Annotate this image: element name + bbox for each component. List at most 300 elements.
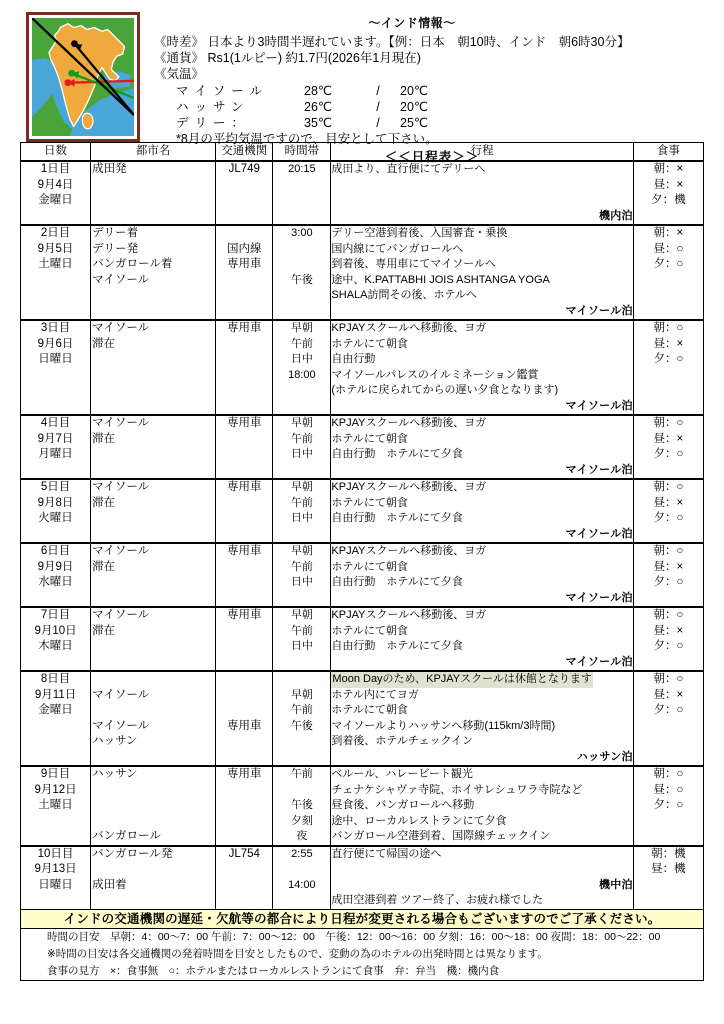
meal-line [634, 734, 703, 750]
itinerary-line: ホテルにて朝食 [331, 560, 408, 573]
city-line: ハッサン [92, 768, 138, 780]
time-variation-note: ※時間の目安は各交通機関の発着時間を目安としたもので、変動の為のホテルの出発時間とは異なります。 [47, 947, 548, 960]
time-line: 2:55 [291, 847, 313, 860]
day-line: 1日目 [40, 163, 71, 175]
day-line: 9月13日 [34, 863, 77, 875]
day-line [21, 273, 90, 289]
cell-meals [633, 415, 703, 479]
itinerary-line: 到着後、ホテルチェックイン [331, 735, 473, 747]
meal-line: 昼：× [653, 432, 684, 445]
itinerary-line: 到着後、専用車にてマイソールへ [331, 258, 496, 270]
temp-sep-delhi: / [376, 116, 380, 130]
temperature-table [176, 83, 428, 131]
city-line [91, 383, 215, 399]
day-line: 金曜日 [38, 704, 73, 716]
city-line: マイソール [92, 609, 150, 621]
itinerary-line: KPJAYスクールへ移動後、ヨガ [331, 322, 487, 334]
temperature-row [176, 83, 428, 99]
transport-line [216, 447, 272, 463]
day-line [21, 368, 90, 384]
meal-line: 夕：機 [651, 194, 686, 206]
itinerary-line: KPJAYスクールへ移動後、ヨガ [331, 417, 487, 429]
time-line: 午前 [290, 496, 313, 509]
transport-line: 専用車 [227, 768, 262, 780]
city-line: マイソール [92, 322, 150, 334]
day-line: 火曜日 [38, 512, 73, 524]
meal-line [634, 383, 703, 399]
itinerary-line: ホテルにて朝食 [331, 337, 408, 350]
transport-line [216, 273, 272, 289]
transport-line [216, 496, 272, 512]
transport-line: 専用車 [227, 719, 262, 732]
day-line [21, 734, 90, 750]
transport-line [216, 178, 272, 194]
cell-time [273, 766, 331, 846]
day-line: 10日目 [37, 847, 74, 860]
time-line: 日中 [290, 640, 313, 652]
itinerary-line: KPJAYスクールへ移動後、ヨガ [331, 481, 487, 493]
stay-label: マイソール泊 [565, 399, 633, 412]
itinerary-line: SHALA訪問その後、ホテルへ [331, 289, 477, 301]
day-line: 9日目 [40, 768, 71, 780]
timezone-label: 《時差》 [154, 35, 205, 49]
transport-line [216, 829, 272, 845]
temperature-label: 《気温》 [154, 67, 205, 81]
schedule-change-warning: インドの交通機関の遅延・欠航等の都合により日程が変更される場合もございますのでご了承ください。 [21, 910, 703, 929]
city-line [91, 783, 215, 799]
temperature-row [176, 99, 428, 115]
meal-line: 朝：○ [653, 481, 684, 493]
itinerary-line: デリー空港到着後、入国審査・乗換 [331, 227, 508, 239]
time-line: 日中 [290, 448, 313, 460]
transport-line [216, 193, 272, 209]
col-header-transport: 交通機関 [216, 143, 273, 162]
day-line: 8日目 [40, 673, 71, 685]
transport-line [216, 511, 272, 527]
meal-line: 夕：○ [653, 258, 684, 270]
itinerary-line [331, 178, 632, 194]
time-line: 午後 [290, 799, 313, 811]
transport-line: 専用車 [227, 417, 262, 429]
cell-time [273, 320, 331, 415]
meal-line [634, 273, 703, 289]
day-line: 9月5日 [37, 242, 74, 255]
time-line: 午前 [290, 624, 313, 637]
schedule-table [20, 142, 704, 910]
city-line [91, 639, 215, 655]
cell-transport [216, 766, 273, 846]
day-line: 9月12日 [34, 783, 77, 796]
cell-city [91, 320, 216, 415]
cell-days [21, 320, 91, 415]
time-line [273, 242, 330, 258]
transport-line: 専用車 [227, 322, 262, 334]
meal-line [634, 368, 703, 384]
city-line: 成田発 [92, 163, 127, 175]
day-line: 7日目 [40, 609, 71, 621]
city-line: マイソール [92, 273, 150, 286]
col-header-meals: 食事 [633, 143, 703, 162]
cell-itinerary [331, 415, 633, 479]
stay-label: マイソール泊 [565, 463, 633, 476]
meal-line: 朝：○ [653, 609, 684, 621]
cell-itinerary [331, 479, 633, 543]
day-line: 月曜日 [38, 448, 73, 460]
day-line: 9月7日 [37, 432, 74, 445]
currency-label: 《通貨》 [154, 51, 205, 65]
table-row [21, 543, 704, 607]
day-line: 金曜日 [38, 194, 73, 206]
col-header-days: 日数 [21, 143, 91, 162]
cell-time [273, 607, 331, 671]
temp-sep-hassan: / [376, 100, 380, 114]
city-line: マイソール [92, 481, 150, 493]
itinerary-line-highlighted: Moon Dayのため、KPJAYスクールは休館となります [331, 672, 632, 688]
city-line: 滞在 [92, 337, 116, 350]
time-line: 14:00 [288, 878, 316, 891]
day-line: 水曜日 [38, 576, 73, 588]
meal-line: 朝：機 [651, 847, 686, 860]
temperature-note: *8月の平均気温ですので、目安として下さい。 [176, 132, 438, 146]
city-line [91, 511, 215, 527]
city-line: マイソール [92, 417, 150, 429]
temp-high-mysore: 28℃ [304, 84, 332, 98]
transport-line [216, 688, 272, 704]
temp-city-hassan: ハッサン [176, 100, 250, 114]
itinerary-line: マイソールパレスのイルミネーション鑑賞 [331, 368, 539, 381]
meal-line: 朝：○ [653, 673, 684, 685]
transport-line [216, 352, 272, 368]
day-line: 木曜日 [38, 640, 73, 652]
india-map-svg [32, 18, 134, 136]
cell-transport [216, 161, 273, 225]
itinerary-line: KPJAYスクールへ移動後、ヨガ [331, 545, 487, 557]
city-line [91, 814, 215, 830]
itinerary-line: ホテルにて朝食 [331, 432, 408, 445]
meal-line: 朝：× [653, 227, 684, 239]
city-line [91, 703, 215, 719]
temp-sep-mysore: / [376, 84, 380, 98]
time-line: 午後 [290, 273, 313, 286]
city-line [91, 575, 215, 591]
time-line [273, 734, 330, 750]
time-line: 日中 [290, 512, 313, 524]
meal-line: 朝：× [653, 163, 684, 175]
cell-meals [633, 766, 703, 846]
stay-label: 機中泊 [598, 878, 633, 891]
time-line: 日中 [290, 576, 313, 588]
cell-itinerary [331, 607, 633, 671]
timezone-value: 日本より3時間半遅れています。【例：日本 朝10時、インド 朝6時30分】 [207, 35, 630, 49]
time-line [273, 193, 330, 209]
time-line: 午前 [290, 337, 313, 350]
city-line: 滞在 [92, 496, 116, 509]
itinerary-line: 昼食後、バンガロールへ移動 [331, 799, 475, 811]
cell-city [91, 161, 216, 225]
city-line [91, 672, 215, 688]
transport-line: 専用車 [227, 258, 262, 270]
table-row [21, 479, 704, 543]
cell-meals [633, 846, 703, 910]
itinerary-line: マイソールよりハッサンへ移動(115km/3時間) [331, 719, 556, 732]
cell-city [91, 607, 216, 671]
cell-transport [216, 671, 273, 766]
meal-line: 夕：○ [653, 799, 684, 811]
city-line: バンガロール発 [92, 847, 173, 860]
transport-line [216, 337, 272, 353]
transport-line: 専用車 [227, 545, 262, 557]
temp-city-mysore: マイソール [176, 84, 269, 98]
day-line: 4日目 [40, 417, 71, 429]
temp-high-delhi: 35℃ [304, 116, 332, 130]
cell-days [21, 415, 91, 479]
city-line: バンガロール着 [92, 258, 173, 270]
india-map [32, 18, 134, 136]
time-line: 夕刻 [290, 814, 313, 827]
temp-low-delhi: 25℃ [400, 116, 428, 130]
meal-line: 昼：× [653, 496, 684, 509]
time-line: 早朝 [290, 545, 313, 557]
transport-line [216, 383, 272, 399]
meal-line: 昼：○ [653, 783, 684, 796]
temperature-row [176, 115, 428, 131]
table-row [21, 415, 704, 479]
city-line [91, 193, 215, 209]
transport-line [216, 288, 272, 304]
transport-line [216, 368, 272, 384]
cell-transport [216, 543, 273, 607]
meal-line: 夕：○ [653, 512, 684, 524]
time-line [273, 672, 330, 688]
city-line: マイソール [92, 719, 150, 732]
schedule-table-wrapper [0, 142, 724, 910]
itinerary-line: 自由行動 ホテルにて夕食 [331, 512, 463, 524]
cell-time [273, 671, 331, 766]
transport-line [216, 226, 272, 242]
itinerary-line: 途中、K.PATTABHI JOIS ASHTANGA YOGA [331, 273, 550, 286]
itinerary-line: ホテルにて朝食 [331, 704, 408, 716]
itinerary-line: 自由行動 ホテルにて夕食 [331, 640, 463, 652]
day-line: 9月9日 [37, 560, 74, 573]
day-line: 日曜日 [38, 878, 73, 891]
table-row [21, 161, 704, 225]
itinerary-line: チェナケシャヴァ寺院、ホイサレシュワラ寺院など [331, 783, 583, 796]
city-line: 滞在 [92, 624, 116, 637]
time-line: 18:00 [288, 368, 316, 381]
itinerary-line: KPJAYスクールへ移動後、ヨガ [331, 609, 487, 621]
meal-line: 夕：○ [653, 640, 684, 652]
time-line: 午前 [290, 560, 313, 573]
meal-line [634, 878, 703, 894]
cell-time [273, 161, 331, 225]
cell-city [91, 671, 216, 766]
info-title: ～インド情報～ [368, 16, 456, 30]
cell-itinerary [331, 671, 633, 766]
time-line: 午前 [290, 768, 313, 780]
transport-line [216, 624, 272, 640]
cell-itinerary [331, 846, 633, 910]
meal-line: 夕：○ [653, 448, 684, 460]
meal-line [634, 719, 703, 735]
meal-line: 昼：× [653, 337, 684, 350]
time-line: 早朝 [290, 481, 313, 493]
temp-high-hassan: 26℃ [304, 100, 332, 114]
itinerary-line: 直行便にて帰国の途へ [331, 847, 442, 860]
city-line: デリー発 [92, 242, 139, 255]
meal-line: 昼：× [653, 178, 684, 191]
table-row [21, 225, 704, 320]
cell-itinerary [331, 320, 633, 415]
itinerary-line: ホテルにて朝食 [331, 496, 408, 509]
itinerary-line: ホテルにて朝食 [331, 624, 408, 637]
cell-itinerary [331, 225, 633, 320]
cell-city [91, 846, 216, 910]
city-line [91, 352, 215, 368]
transport-line [216, 783, 272, 799]
meal-line: 夕：○ [653, 704, 684, 716]
transport-line: JL754 [228, 847, 260, 860]
india-map-frame [26, 12, 140, 142]
cell-meals [633, 320, 703, 415]
itinerary-line: (ホテルに戻られてからの遅い夕食となります) [331, 384, 559, 396]
stay-label: マイソール泊 [565, 527, 633, 540]
cell-itinerary [331, 766, 633, 846]
meal-line [634, 829, 703, 845]
time-line [273, 178, 330, 194]
city-line: 成田着 [92, 878, 127, 891]
cell-city [91, 766, 216, 846]
cell-days [21, 846, 91, 910]
temp-low-hassan: 20℃ [400, 100, 428, 114]
cell-meals [633, 607, 703, 671]
city-line: デリー着 [92, 227, 139, 239]
itinerary-line: 国内線にてバンガロールへ [331, 242, 464, 255]
cell-city [91, 225, 216, 320]
city-line: マイソール [92, 545, 150, 557]
cell-days [21, 225, 91, 320]
day-line: 9月8日 [37, 496, 74, 509]
transport-line [216, 560, 272, 576]
time-line: 早朝 [290, 322, 313, 334]
city-line [91, 178, 215, 194]
cell-city [91, 415, 216, 479]
stay-label: マイソール泊 [565, 655, 633, 668]
meal-line [634, 814, 703, 830]
day-line: 2日目 [40, 227, 71, 239]
day-line [21, 829, 90, 845]
cell-meals [633, 225, 703, 320]
cell-meals [633, 671, 703, 766]
itinerary-line: 途中、ローカルレストランにて夕食 [331, 814, 507, 827]
table-row [21, 766, 704, 846]
time-guide-note: 時間の目安 早朝：4：00～7：00 午前：7：00～12：00 午後：12：00～16：00 夕刻：16：00～18：00 夜間：18：00～22：00 [47, 930, 661, 943]
itinerary-line: 自由行動 ホテルにて夕食 [331, 448, 463, 460]
city-line [91, 862, 215, 878]
currency-line [154, 50, 710, 66]
cell-time [273, 415, 331, 479]
cell-days [21, 543, 91, 607]
city-line: マイソール [92, 688, 150, 701]
cell-city [91, 479, 216, 543]
city-line: 滞在 [92, 432, 116, 445]
itinerary-line: 自由行動 [331, 353, 376, 365]
col-header-itinerary: 行程 [331, 143, 633, 162]
cell-transport [216, 479, 273, 543]
cell-itinerary [331, 161, 633, 225]
itinerary-line: 成田より、直行便にてデリーへ [331, 163, 486, 175]
cell-itinerary [331, 543, 633, 607]
cell-days [21, 607, 91, 671]
itinerary-line: 成田空港到着 ツアー終了、お疲れ様でした [331, 894, 544, 906]
time-line [273, 257, 330, 273]
city-line [91, 368, 215, 384]
cell-days [21, 161, 91, 225]
cell-time [273, 846, 331, 910]
day-line: 5日目 [40, 481, 71, 493]
transport-line: JL749 [228, 163, 260, 175]
stay-label: 機内泊 [598, 209, 633, 222]
transport-line [216, 672, 272, 688]
schedule-table-body [21, 161, 704, 909]
day-line: 3日目 [40, 322, 71, 334]
day-line [21, 288, 90, 304]
transport-line [216, 432, 272, 448]
itinerary-line: バンガロール空港到着、国際線チェックイン [331, 830, 551, 842]
time-line [273, 383, 330, 399]
meal-line: 朝：○ [653, 768, 684, 780]
time-line: 早朝 [290, 609, 313, 621]
col-header-city: 都市名 [91, 143, 216, 162]
cell-time [273, 479, 331, 543]
city-line: ハッサン [92, 735, 138, 747]
city-line: 滞在 [92, 560, 116, 573]
transport-line: 専用車 [227, 609, 262, 621]
table-row [21, 671, 704, 766]
meal-line: 朝：○ [653, 322, 684, 334]
time-line: 20:15 [288, 163, 316, 175]
meal-line: 昼：× [653, 624, 684, 637]
transport-line: 専用車 [227, 481, 262, 493]
meal-line: 夕：○ [653, 576, 684, 588]
day-line: 9月6日 [37, 337, 74, 350]
col-header-time: 時間帯 [273, 143, 331, 162]
cell-time [273, 225, 331, 320]
cell-days [21, 671, 91, 766]
city-line [91, 447, 215, 463]
transport-line [216, 798, 272, 814]
time-line: 午後 [290, 719, 313, 732]
meal-line: 昼：× [653, 560, 684, 573]
time-line: 早朝 [290, 417, 313, 429]
itinerary-line [331, 862, 632, 878]
transport-line [216, 639, 272, 655]
day-line: 9月4日 [37, 178, 74, 191]
timezone-line [154, 34, 710, 50]
cell-days [21, 479, 91, 543]
cell-transport [216, 225, 273, 320]
day-line: 日曜日 [38, 353, 73, 365]
cell-meals [633, 543, 703, 607]
time-line: 日中 [290, 353, 313, 365]
day-line: 土曜日 [38, 258, 73, 270]
transport-line [216, 575, 272, 591]
time-line: 早朝 [290, 688, 313, 701]
meal-line: 昼：機 [651, 863, 686, 875]
city-line [91, 798, 215, 814]
currency-value: Rs1(1ルピー) 約1.7円(2026年1月現在) [207, 51, 421, 65]
cell-meals [633, 479, 703, 543]
cell-time [273, 543, 331, 607]
